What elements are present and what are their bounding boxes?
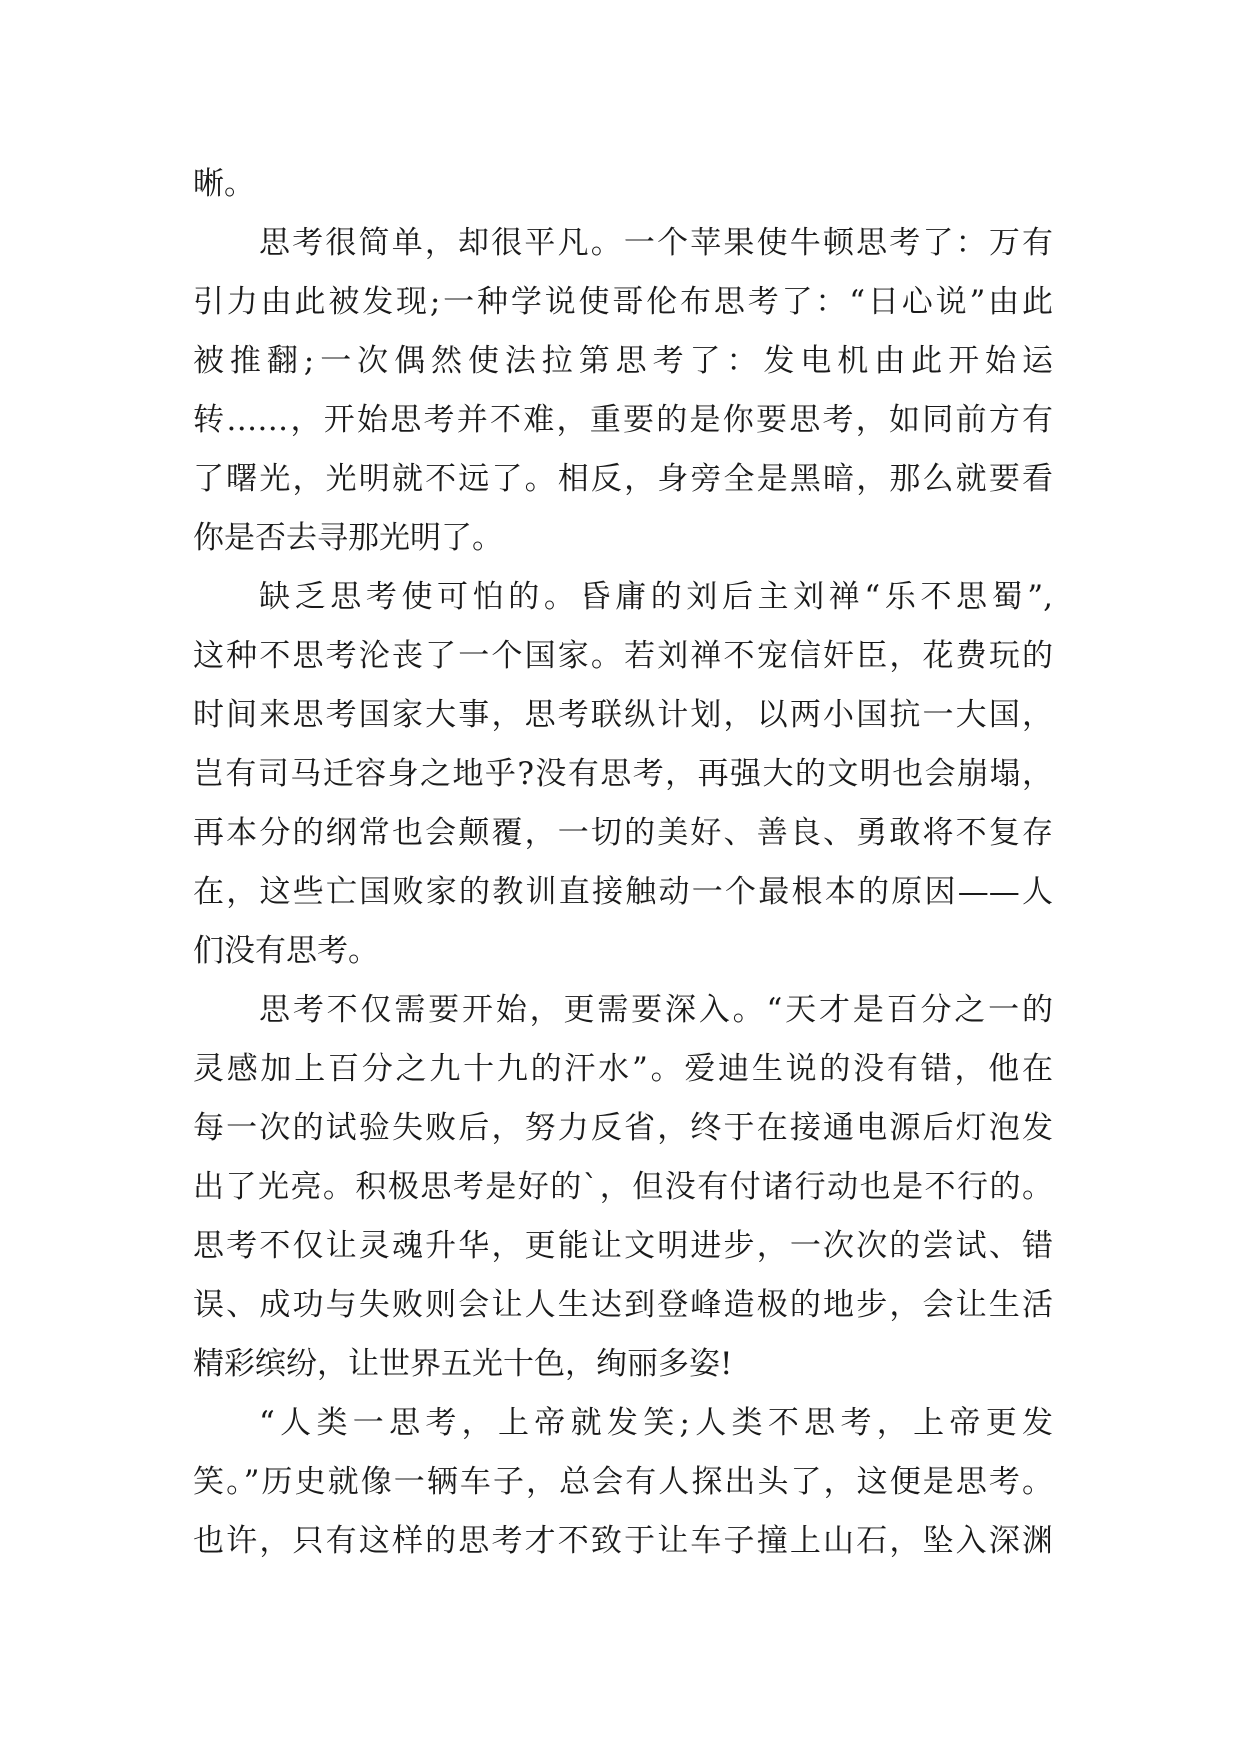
- text-line: 误、成功与失败则会让人生达到登峰造极的地步，会让生活: [193, 1287, 1053, 1323]
- text-line: 转……，开始思考并不难，重要的是你要思考，如同前方有: [193, 402, 1053, 438]
- text-line: “人类一思考，上帝就发笑;人类不思考，上帝更发: [259, 1405, 1053, 1441]
- text-line: 灵感加上百分之九十九的汗水”。爱迪生说的没有错，他在: [193, 1051, 1053, 1087]
- text-line: 出了光亮。积极思考是好的`，但没有付诸行动也是不行的。: [193, 1169, 1053, 1205]
- text-line: 岂有司马迁容身之地乎?没有思考，再强大的文明也会崩塌，: [193, 756, 1053, 792]
- text-line: 精彩缤纷，让世界五光十色，绚丽多姿!: [193, 1346, 733, 1382]
- text-line: 再本分的纲常也会颠覆，一切的美好、善良、勇敢将不复存: [193, 815, 1053, 851]
- paragraph: [193, 155, 1053, 214]
- body-text: [193, 155, 1053, 1571]
- paragraph: [193, 214, 1053, 568]
- text-line: 缺乏思考使可怕的。昏庸的刘后主刘禅“乐不思蜀”,: [259, 579, 1053, 615]
- paragraph: [193, 568, 1053, 981]
- text-line: 在，这些亡国败家的教训直接触动一个最根本的原因——人: [193, 874, 1053, 910]
- text-line: 这种不思考沦丧了一个国家。若刘禅不宠信奸臣，花费玩的: [193, 638, 1053, 674]
- text-line: 每一次的试验失败后，努力反省，终于在接通电源后灯泡发: [193, 1110, 1053, 1146]
- text-line: 引力由此被发现;一种学说使哥伦布思考了：“日心说”由此: [193, 284, 1053, 320]
- text-line: 思考不仅让灵魂升华，更能让文明进步，一次次的尝试、错: [193, 1228, 1053, 1264]
- text-line: 时间来思考国家大事，思考联纵计划，以两小国抗一大国，: [193, 697, 1053, 733]
- paragraph: [193, 981, 1053, 1394]
- text-line: 笑。”历史就像一辆车子，总会有人探出头了，这便是思考。: [193, 1464, 1053, 1500]
- text-line: 晰。: [193, 166, 255, 202]
- text-line: 被推翻;一次偶然使法拉第思考了：发电机由此开始运: [193, 343, 1053, 379]
- text-line: 你是否去寻那光明了。: [193, 520, 503, 556]
- text-line: 们没有思考。: [193, 933, 379, 969]
- text-line: 了曙光，光明就不远了。相反，身旁全是黑暗，那么就要看: [193, 461, 1053, 497]
- paragraph: [193, 1394, 1053, 1571]
- text-line: 思考很简单，却很平凡。一个苹果使牛顿思考了：万有: [259, 225, 1053, 261]
- text-line: 也许，只有这样的思考才不致于让车子撞上山石，坠入深渊: [193, 1523, 1053, 1559]
- text-line: 思考不仅需要开始，更需要深入。“天才是百分之一的: [259, 992, 1053, 1028]
